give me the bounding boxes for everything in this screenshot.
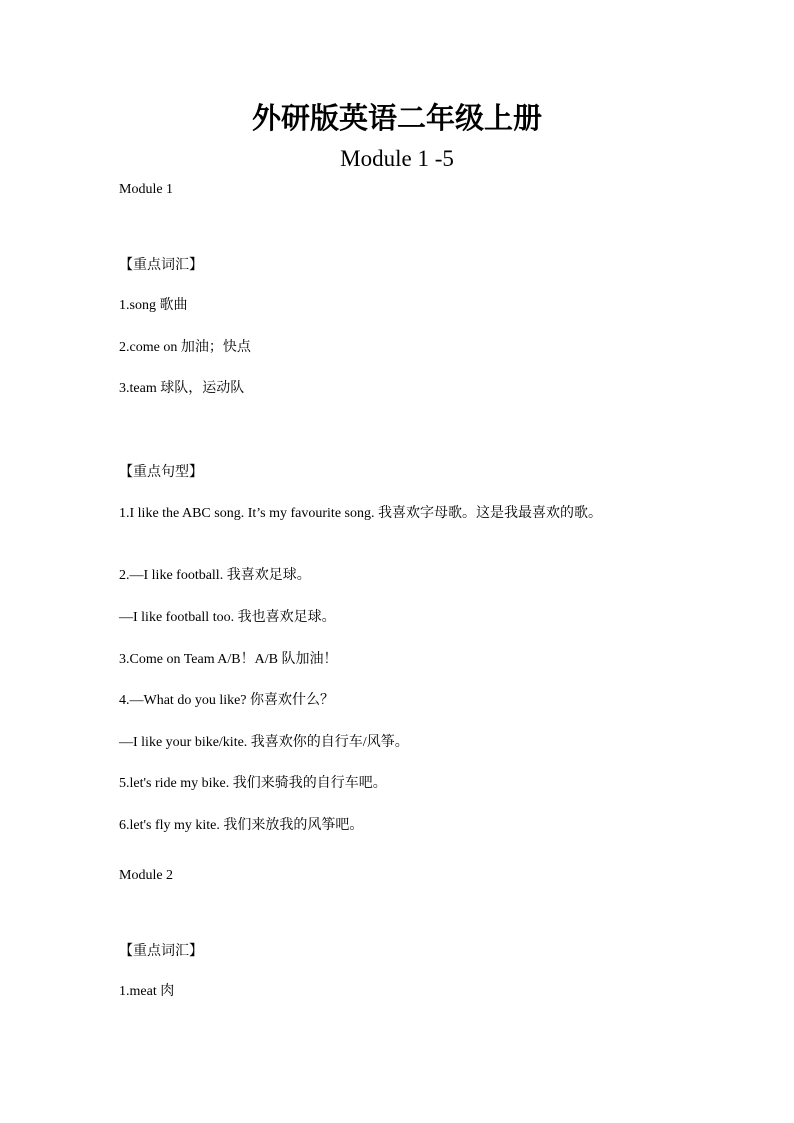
document-title: 外研版英语二年级上册 bbox=[251, 101, 542, 135]
sentence-item: 2.—I like football. 我喜欢足球。 bbox=[119, 568, 311, 583]
sentence-item: —I like your bike/kite. 我喜欢你的自行车/风筝。 bbox=[119, 735, 409, 750]
vocab-item: 1.meat 肉 bbox=[119, 984, 175, 999]
sentence-item: 5.let's ride my bike. 我们来骑我的自行车吧。 bbox=[119, 776, 387, 791]
sentence-item: 6.let's fly my kite. 我们来放我的风筝吧。 bbox=[119, 818, 364, 833]
module-1-label: Module 1 bbox=[119, 182, 174, 197]
sentence-item: —I like football too. 我也喜欢足球。 bbox=[119, 610, 336, 625]
vocab-item: 3.team 球队，运动队 bbox=[119, 381, 245, 396]
vocab-item: 1.song 歌曲 bbox=[119, 298, 188, 313]
document-subtitle: Module 1 -5 bbox=[340, 146, 454, 171]
sentence-item: 1.I like the ABC song. It’s my favourite song. 我喜欢字母歌。这是我最喜欢的歌。 bbox=[119, 506, 602, 521]
module-1-vocab-heading: 【重点词汇】 bbox=[119, 257, 203, 273]
vocab-item: 2.come on 加油；快点 bbox=[119, 340, 251, 355]
module-2-label: Module 2 bbox=[119, 868, 174, 883]
sentence-item: 3.Come on Team A/B！A/B 队加油！ bbox=[119, 652, 338, 667]
module-2-vocab-heading: 【重点词汇】 bbox=[119, 943, 203, 959]
sentence-item: 4.—What do you like? 你喜欢什么？ bbox=[119, 693, 335, 708]
module-1-sentence-heading: 【重点句型】 bbox=[119, 464, 203, 480]
